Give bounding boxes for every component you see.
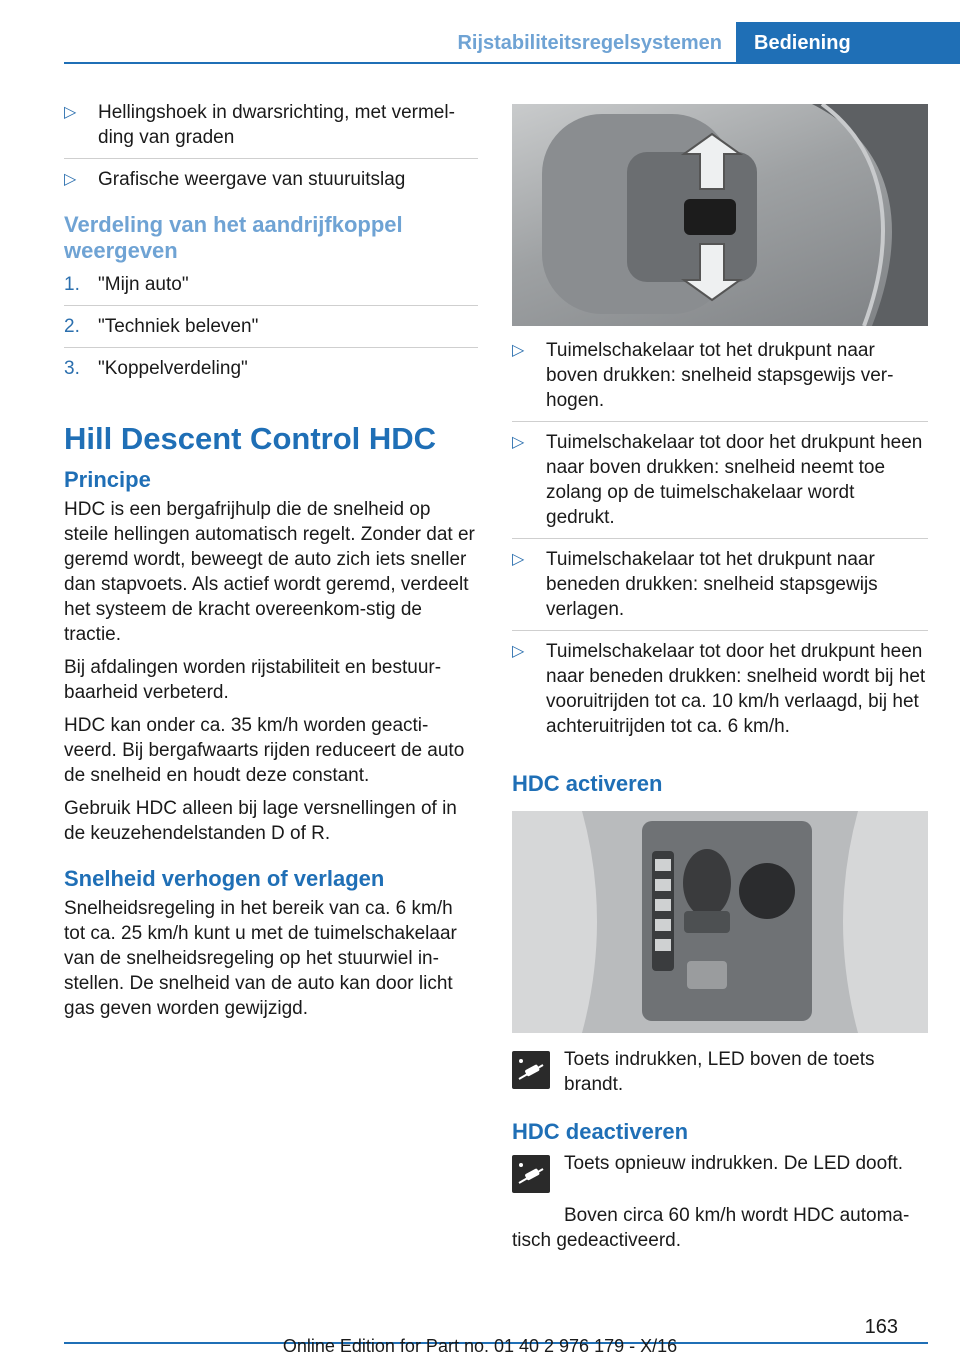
- bullet-item: ▷ Tuimelschakelaar tot door het drukpunt heen naar beneden drukken: snelheid wordt bij het vooruitrijden tot ca. 10 km/h verlaagd, bij het achteruitrijden tot ca. 6 km/h.: [512, 641, 926, 737]
- paragraph: HDC kan onder ca. 35 km/h worden geacti‐veerd. Bij bergafwaarts rijden reduceert de auto de snelheid en houdt deze constant.: [64, 715, 465, 786]
- page-number: 163: [864, 1316, 898, 1338]
- header-rule: [64, 62, 960, 64]
- bullet-item: ▷ Hellingshoek in dwarsrichting, met vermel‐ding van graden: [64, 102, 455, 148]
- speed-heading: Snelheid verhogen of verlagen: [64, 866, 385, 891]
- header-section-title: Rijstabiliteitsregelsystemen: [457, 32, 722, 54]
- edition-footer: Online Edition for Part no. 01 40 2 976 179 - X/16: [282, 1336, 678, 1356]
- bullet-item: ▷ Tuimelschakelaar tot door het drukpunt heen naar boven drukken: snelheid neemt toe zolang op de tuimelschakelaar wordt gedrukt.: [512, 432, 923, 528]
- hdc-button-icon: [512, 1155, 550, 1193]
- divider: [512, 630, 928, 631]
- divider: [512, 421, 928, 422]
- triangle-bullet-icon: ▷: [512, 342, 525, 359]
- bullet-item: ▷ Tuimelschakelaar tot het drukpunt naar beneden drukken: snelheid stapsgewijs verlagen.: [512, 549, 878, 620]
- paragraph: Gebruik HDC alleen bij lage versnellingen of in de keuzehendelstanden D of R.: [64, 798, 457, 844]
- center-console-illustration: [512, 811, 928, 1033]
- header-chapter-tab: Bediening: [736, 22, 960, 64]
- triangle-bullet-icon: ▷: [512, 643, 525, 660]
- steering-wheel-rocker-illustration: [512, 104, 928, 326]
- divider: [64, 305, 478, 306]
- step-item: 1. "Mijn auto": [64, 274, 189, 295]
- hdc-button-icon: [512, 1051, 550, 1089]
- hdc-activate-heading: HDC activeren: [512, 771, 663, 796]
- bullet-item: ▷ Tuimelschakelaar tot het drukpunt naar boven drukken: snelheid stapsgewijs ver‐hogen.: [512, 340, 894, 411]
- triangle-bullet-icon: ▷: [64, 171, 77, 188]
- divider: [64, 347, 478, 348]
- center-console-image: [512, 811, 928, 1033]
- section-title: Hill Descent Control HDC: [64, 421, 437, 456]
- step-item: 2. "Techniek beleven": [64, 316, 259, 337]
- right-column: [512, 104, 928, 1261]
- paragraph: HDC is een bergafrijhulp die de snelheid op steile hellingen automatisch regelt. Zonder dat er geremd wordt, beweegt de auto zich iets sneller dan stapvoets. Als actief wordt geremd, verdeelt het systeem de kracht overeenkom‐stig de tractie.: [64, 499, 475, 645]
- triangle-bullet-icon: ▷: [512, 551, 525, 568]
- paragraph: Boven circa 60 km/h wordt HDC automa‐tisch gedeactiveerd.: [512, 1205, 910, 1251]
- step-item: 3. "Koppelverdeling": [64, 358, 248, 379]
- hdc-deactivate-instruction: Toets opnieuw indrukken. De LED dooft.: [512, 1151, 928, 1201]
- principle-heading: Principe: [64, 467, 151, 492]
- divider: [512, 538, 928, 539]
- hdc-activate-instruction: Toets indrukken, LED boven de toets brandt.: [512, 1047, 928, 1097]
- torque-heading: Verdeling van het aandrijfkoppel weergeven: [64, 212, 403, 263]
- hdc-deactivate-heading: HDC deactiveren: [512, 1119, 689, 1144]
- bullet-item: ▷ Grafische weergave van stuuruitslag: [64, 169, 406, 190]
- divider: [64, 158, 478, 159]
- triangle-bullet-icon: ▷: [512, 434, 525, 451]
- triangle-bullet-icon: ▷: [64, 104, 77, 121]
- left-column: [64, 100, 478, 1029]
- paragraph: Snelheidsregeling in het bereik van ca. 6 km/h tot ca. 25 km/h kunt u met de tuimelschakelaar van de snelheidsregeling op het stuurwiel in‐stellen. De snelheid van de auto kan door licht gas geven worden gewijzigd.: [64, 898, 457, 1019]
- paragraph: Bij afdalingen worden rijstabiliteit en bestuur‐baarheid verbeterd.: [64, 657, 442, 703]
- steering-wheel-rocker-image: [512, 104, 928, 326]
